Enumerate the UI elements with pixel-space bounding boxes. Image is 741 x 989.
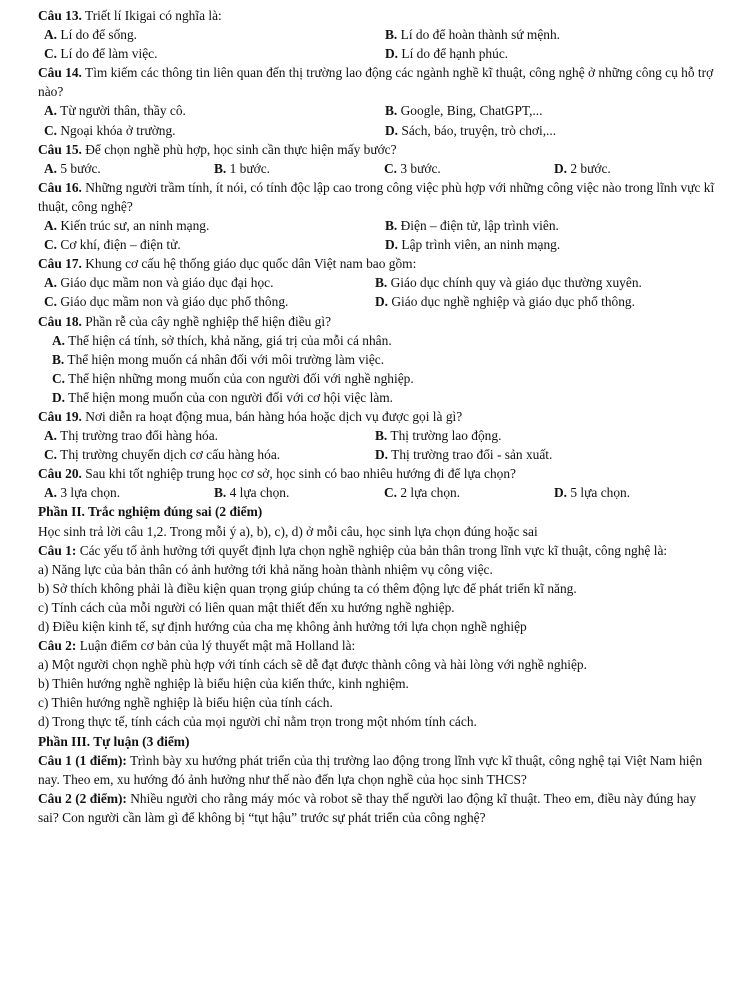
option-row	[38, 101, 718, 120]
option-row	[38, 292, 718, 311]
section-title-part2: Phần II. Trắc nghiệm đúng sai (2 điểm)	[38, 504, 263, 520]
question-text: Nơi diễn ra hoạt động mua, bán hàng hóa hoặc dịch vụ được gọi là gì?	[85, 408, 463, 424]
question-text: Khung cơ cấu hệ thống giáo dục quốc dân Việt nam bao gồm:	[85, 256, 417, 272]
question-stem	[38, 464, 718, 483]
option-key: D.	[375, 447, 389, 463]
question-stem	[38, 6, 718, 25]
answer-option	[52, 388, 393, 407]
question-label: Câu 16.	[38, 179, 82, 195]
answer-option	[52, 369, 414, 388]
option-row	[38, 369, 718, 388]
answer-option	[385, 216, 559, 235]
option-key: C.	[384, 485, 398, 501]
answer-option	[375, 292, 635, 311]
answer-option	[44, 44, 157, 63]
option-text: Lí do để hoàn thành sứ mệnh.	[400, 27, 561, 43]
option-text: Lí do để sống.	[60, 27, 138, 43]
option-key: A.	[44, 27, 58, 43]
option-key: A.	[44, 428, 58, 444]
option-text: Thể hiện những mong muốn của con người đối với nghề nghiệp.	[68, 370, 414, 386]
option-key: B.	[52, 351, 65, 367]
true-false-statement: a) Một người chọn nghề phù hợp với tính cách sẽ dễ đạt được thành công và hài lòng với nghề nghiệp.	[38, 657, 587, 673]
option-key: B.	[375, 428, 388, 444]
question-text: Luận điểm cơ bản của lý thuyết mật mã Holland là:	[79, 638, 356, 654]
option-row	[38, 388, 718, 407]
question-label: Câu 19.	[38, 408, 82, 424]
true-false-statement: d) Trong thực tế, tính cách của mọi người chỉ nằm trọn trong một nhóm tính cách.	[38, 714, 477, 730]
option-key: D.	[385, 237, 399, 253]
option-text: Điện – điện tử, lập trình viên.	[400, 218, 559, 234]
answer-option	[384, 483, 460, 502]
option-text: Ngoại khóa ở trường.	[60, 122, 176, 138]
option-key: D.	[554, 485, 568, 501]
question-stem	[38, 178, 718, 216]
option-key: C.	[44, 294, 58, 310]
option-row	[38, 350, 718, 369]
option-text: 2 bước.	[570, 160, 611, 176]
option-key: A.	[44, 218, 58, 234]
true-false-statement: b) Sở thích không phải là điều kiện quan trọng giúp chúng ta có thêm động lực để phát triển kĩ năng.	[38, 580, 577, 596]
answer-option	[44, 235, 181, 254]
option-key: C.	[44, 447, 58, 463]
option-key: D.	[385, 122, 399, 138]
question-label: Câu 15.	[38, 141, 82, 157]
question-text: Phần rễ của cây nghề nghiệp thể hiện điều gì?	[85, 313, 332, 329]
option-text: Thể hiện mong muốn của con người đối với cơ hội việc làm.	[68, 389, 394, 405]
option-key: C.	[44, 46, 58, 62]
question-stem	[38, 140, 718, 159]
question-text: Sau khi tốt nghiệp trung học cơ sở, học sinh có bao nhiêu hướng đi để lựa chọn?	[85, 466, 516, 482]
option-text: Thể hiện cá tính, sở thích, khả năng, giá trị của mỗi cá nhân.	[68, 332, 392, 348]
true-false-statement: d) Điều kiện kinh tế, sự định hướng của cha mẹ không ảnh hưởng tới lựa chọn nghề nghiệp	[38, 619, 527, 634]
question-label: Câu 18.	[38, 313, 82, 329]
option-row	[38, 483, 718, 502]
option-key: D.	[52, 389, 66, 405]
option-text: 1 bước.	[229, 160, 271, 176]
question-stem	[38, 63, 718, 101]
true-false-stem	[38, 636, 718, 655]
answer-option	[375, 273, 642, 292]
answer-option	[44, 292, 288, 311]
answer-option	[44, 121, 176, 140]
option-text: Thị trường trao đổi hàng hóa.	[60, 428, 219, 444]
part2-instruction: Học sinh trả lời câu 1,2. Trong mỗi ý a), b), c), d) ở mỗi câu, học sinh lựa chọn đúng hoặc sai	[38, 523, 538, 539]
question-label: Câu 17.	[38, 256, 82, 272]
question-text: Triết lí Ikigai có nghĩa là:	[85, 8, 222, 23]
option-text: Giáo dục nghề nghiệp và giáo dục phổ thông.	[391, 294, 635, 310]
answer-option	[385, 44, 508, 63]
question-label: Câu 20.	[38, 466, 82, 482]
answer-option	[44, 216, 209, 235]
question-stem	[38, 254, 718, 273]
option-text: Giáo dục chính quy và giáo dục thường xuyên.	[390, 275, 642, 291]
option-text: 5 bước.	[60, 160, 101, 176]
answer-option	[554, 483, 630, 502]
option-key: B.	[214, 160, 227, 176]
answer-option	[384, 159, 441, 178]
true-false-statement: c) Tính cách của mỗi người có liên quan mật thiết đến xu hướng nghề nghiệp.	[38, 599, 455, 615]
true-false-statement: a) Năng lực của bản thân có ảnh hưởng tới khả năng hoàn thành nhiệm vụ công việc.	[38, 561, 493, 577]
option-key: C.	[44, 237, 58, 253]
option-text: Cơ khí, điện – điện tử.	[60, 237, 181, 253]
answer-option	[214, 159, 270, 178]
option-key: C.	[52, 370, 66, 386]
true-false-stem	[38, 541, 718, 560]
answer-option	[44, 159, 101, 178]
option-text: 3 lựa chọn.	[60, 485, 121, 501]
answer-option	[375, 445, 552, 464]
question-label: Câu 14.	[38, 65, 82, 81]
option-row	[38, 216, 718, 235]
answer-option	[44, 273, 273, 292]
question-text: Tìm kiếm các thông tin liên quan đến thị trường lao động các ngành nghề kĩ thuật, công nghệ ở những công cụ hỗ trợ nào?	[38, 65, 714, 100]
answer-option	[52, 331, 392, 350]
answer-option	[214, 483, 289, 502]
option-key: A.	[44, 275, 58, 291]
option-text: Lí do để làm việc.	[60, 46, 158, 62]
answer-option	[385, 25, 560, 44]
option-text: Thị trường trao đổi - sản xuất.	[391, 447, 553, 463]
option-key: B.	[385, 103, 398, 119]
option-text: Lí do để hạnh phúc.	[401, 46, 509, 62]
question-label: Câu 1:	[38, 542, 77, 558]
option-row	[38, 44, 718, 63]
question-text: Trình bày xu hướng phát triển của thị trường lao động trong lĩnh vực kĩ thuật, công nghệ tại Việt Nam hiện nay. Theo em, xu hướng đó ảnh hưởng như thế nào đến lựa chọn nghề của học sinh THCS?	[38, 752, 703, 787]
question-label: Câu 2:	[38, 638, 77, 654]
option-text: Lập trình viên, an ninh mạng.	[401, 237, 561, 253]
section-title-part3: Phần III. Tự luận (3 điểm)	[38, 733, 190, 749]
option-row	[38, 235, 718, 254]
option-text: Thị trường chuyển dịch cơ cấu hàng hóa.	[60, 447, 281, 463]
answer-option	[375, 426, 501, 445]
option-key: B.	[385, 27, 398, 43]
option-key: C.	[384, 160, 398, 176]
question-text: Những người trầm tính, ít nói, có tính độc lập cao trong công việc phù hợp với những công việc nào trong lĩnh vực kĩ thuật, công nghệ?	[38, 179, 715, 214]
option-row	[38, 25, 718, 44]
answer-option	[44, 25, 137, 44]
option-row	[38, 331, 718, 350]
question-label: Câu 13.	[38, 8, 82, 23]
option-text: Giáo dục mầm non và giáo dục đại học.	[60, 275, 274, 291]
question-stem	[38, 312, 718, 331]
option-text: Giáo dục mầm non và giáo dục phổ thông.	[60, 294, 289, 310]
exam-page	[38, 6, 718, 827]
true-false-statement: c) Thiên hướng nghề nghiệp là biểu hiện của tính cách.	[38, 695, 333, 711]
option-text: 3 bước.	[400, 160, 441, 176]
option-key: D.	[385, 46, 399, 62]
answer-option	[554, 159, 611, 178]
option-text: Từ người thân, thầy cô.	[60, 103, 186, 119]
option-row	[38, 159, 718, 178]
option-text: Thị trường lao động.	[390, 428, 502, 444]
option-key: A.	[44, 485, 58, 501]
option-text: 5 lựa chọn.	[570, 485, 631, 501]
answer-option	[52, 350, 384, 369]
option-key: D.	[554, 160, 568, 176]
option-key: B.	[375, 275, 388, 291]
option-text: 4 lựa chọn.	[229, 485, 290, 501]
question-text: Các yếu tố ảnh hưởng tới quyết định lựa chọn nghề nghiệp của bản thân trong lĩnh vực kĩ thuật, công nghệ là:	[79, 542, 668, 558]
option-key: A.	[44, 103, 58, 119]
option-key: D.	[375, 294, 389, 310]
option-text: Kiến trúc sư, an ninh mạng.	[60, 218, 210, 234]
question-text: Nhiều người cho rằng máy móc và robot sẽ thay thế người lao động kĩ thuật. Theo em, điều này đúng hay sai? Con người cần làm gì để không bị “tụt hậu” trước sự phát triển của công nghệ?	[38, 790, 697, 825]
option-row	[38, 426, 718, 445]
question-label: Câu 1 (1 điểm):	[38, 752, 127, 768]
answer-option	[44, 483, 120, 502]
option-row	[38, 121, 718, 140]
true-false-statement: b) Thiên hướng nghề nghiệp là biểu hiện của kiến thức, kinh nghiệm.	[38, 676, 409, 692]
option-row	[38, 445, 718, 464]
option-text: Thể hiện mong muốn cá nhân đối với môi trường làm việc.	[67, 351, 385, 367]
option-text: 2 lựa chọn.	[400, 485, 461, 501]
option-row	[38, 273, 718, 292]
answer-option	[385, 235, 560, 254]
essay-question	[38, 789, 718, 827]
option-key: C.	[44, 122, 58, 138]
option-key: A.	[44, 160, 58, 176]
option-key: A.	[52, 332, 66, 348]
option-text: Sách, báo, truyện, trò chơi,...	[401, 122, 557, 138]
essay-question	[38, 751, 718, 789]
question-text: Để chọn nghề phù hợp, học sinh cần thực hiện mấy bước?	[85, 141, 397, 157]
answer-option	[44, 426, 218, 445]
answer-option	[44, 101, 186, 120]
answer-option	[385, 101, 542, 120]
question-label: Câu 2 (2 điểm):	[38, 790, 127, 806]
option-key: B.	[214, 485, 227, 501]
option-text: Google, Bing, ChatGPT,...	[400, 103, 543, 119]
option-key: B.	[385, 218, 398, 234]
question-stem	[38, 407, 718, 426]
answer-option	[385, 121, 556, 140]
answer-option	[44, 445, 280, 464]
